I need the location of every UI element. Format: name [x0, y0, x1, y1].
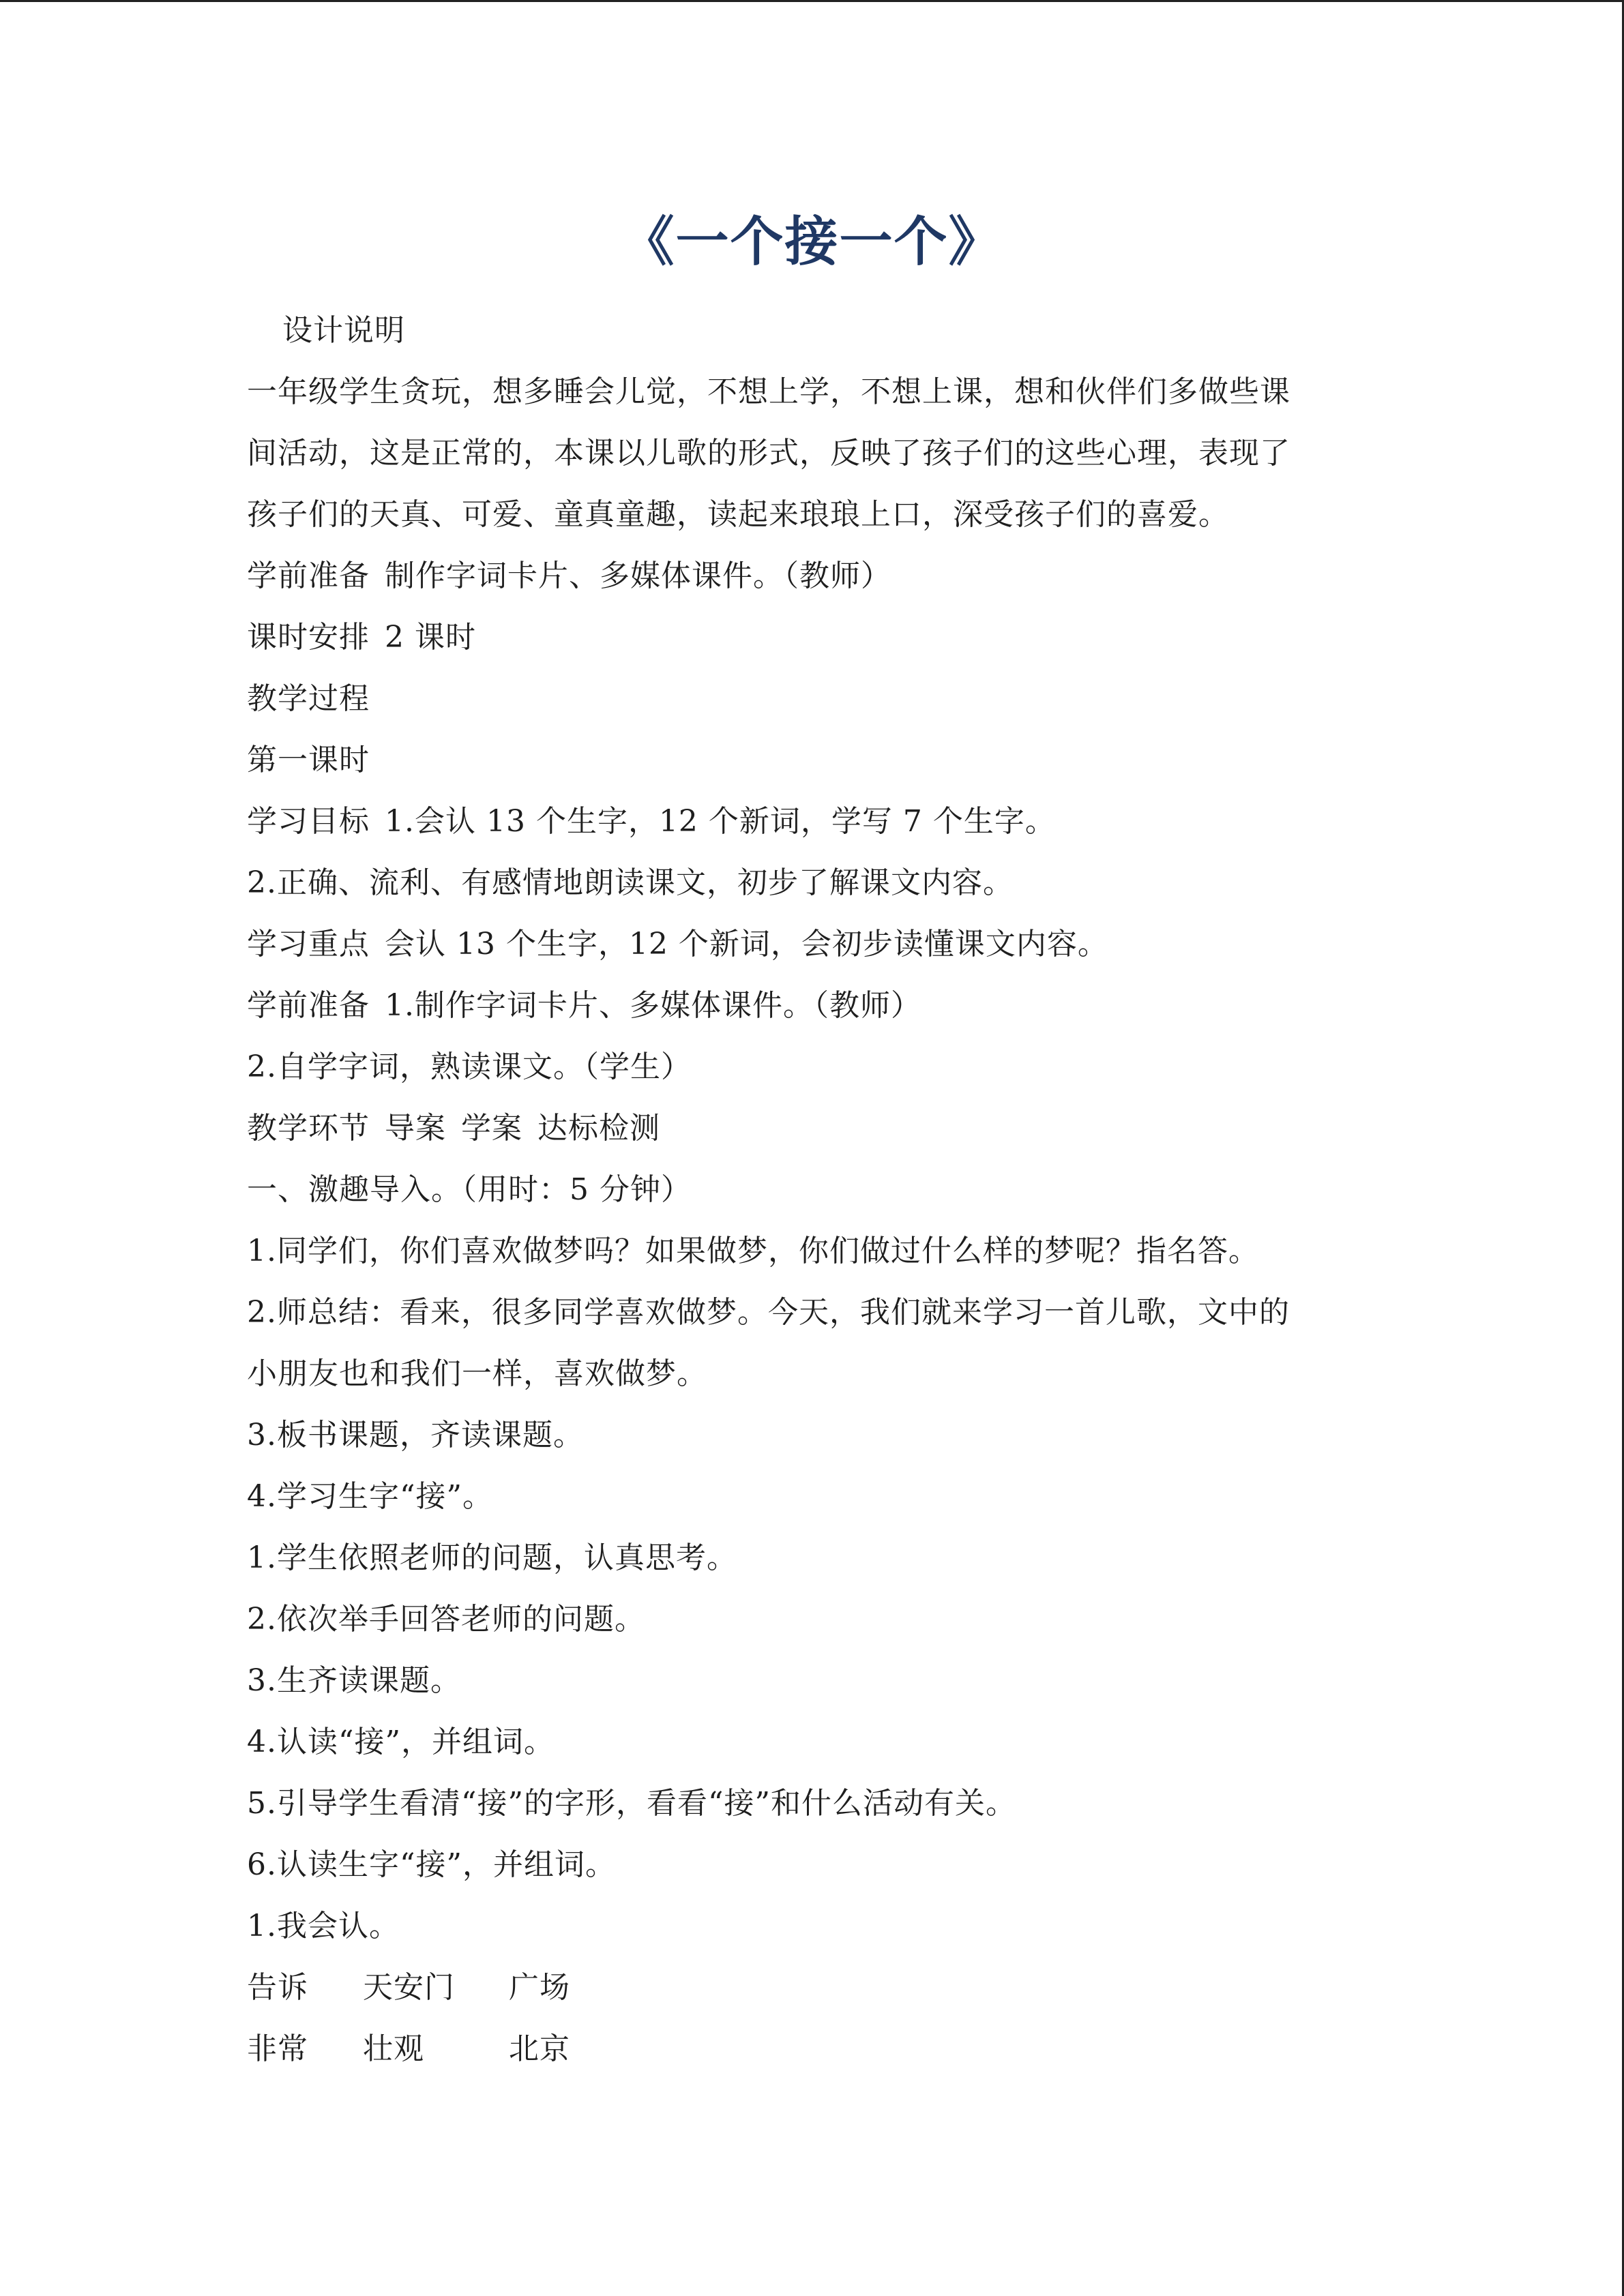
design-para-line: 间活动，这是正常的，本课以儿歌的形式，反映了孩子们的这些心理，表现了 [247, 436, 1290, 471]
student-step: 3.生齐读课题。 [247, 1663, 461, 1698]
goal-text: 1.会认 13 个生字，12 个新词，学写 7 个生字。 [385, 804, 1056, 839]
prep-line-2 [247, 975, 1379, 1037]
goal-line-2: 2.正确、流利、有感情地朗读课文，初步了解课文内容。 [247, 865, 1014, 900]
section-heading: 一、激趣导入。（用时：5 分钟） [247, 1172, 692, 1207]
vocab-word: 天安门 [363, 1970, 455, 2005]
teacher-step: 小朋友也和我们一样，喜欢做梦。 [247, 1356, 707, 1391]
student-step: 2.依次举手回答老师的问题。 [247, 1602, 645, 1637]
process-heading: 教学过程 [247, 681, 370, 716]
document-title: 《一个接一个》 [621, 211, 1003, 273]
word-row [247, 1957, 1379, 2018]
student-step: 5.引导学生看清“接”的字形，看看“接”和什么活动有关。 [247, 1786, 1016, 1821]
stage-label: 学案 [461, 1111, 522, 1146]
schedule-label: 课时安排 [247, 620, 370, 655]
prep-label: 学前准备 [247, 988, 370, 1023]
schedule-text: 2 课时 [385, 620, 476, 655]
teacher-step: 4.学习生字“接”。 [247, 1479, 493, 1514]
check-heading: 1.我会认。 [247, 1909, 400, 1943]
teacher-step: 2.师总结：看来，很多同学喜欢做梦。今天，我们就来学习一首儿歌，文中的 [247, 1295, 1290, 1330]
student-step: 6.认读生字“接”，并组词。 [247, 1847, 616, 1882]
lesson-heading: 第一课时 [247, 743, 370, 777]
vocab-word: 壮观 [363, 2031, 424, 2066]
vocab-word: 告诉 [247, 1970, 308, 2005]
word-row [247, 2018, 1379, 2080]
stage-label: 达标检测 [537, 1111, 660, 1146]
prep-line-2b: 2.自学字词，熟读课文。（学生） [247, 1049, 692, 1084]
stages-line [247, 1098, 1379, 1159]
student-step: 4.认读“接”，并组词。 [247, 1725, 555, 1759]
design-para-line: 孩子们的天真、可爱、童真童趣，读起来琅琅上口，深受孩子们的喜爱。 [247, 497, 1229, 532]
stage-label: 导案 [385, 1111, 446, 1146]
goal-line [247, 791, 1379, 852]
prep-text: 制作字词卡片、多媒体课件。（教师） [385, 558, 891, 593]
teacher-step: 1.同学们，你们喜欢做梦吗？如果做梦，你们做过什么样的梦呢？指名答。 [247, 1234, 1259, 1268]
vocab-word: 广场 [509, 1970, 570, 2005]
schedule-line [247, 607, 1379, 668]
focus-line [247, 914, 1379, 975]
top-border [0, 0, 1624, 2]
vocab-word: 非常 [247, 2031, 308, 2066]
focus-label: 学习重点 [247, 927, 370, 961]
goal-label: 学习目标 [247, 804, 370, 839]
document-body [247, 300, 1379, 2080]
prep-line-1 [247, 546, 1379, 607]
teacher-step: 3.板书课题，齐读课题。 [247, 1418, 584, 1452]
design-heading: 设计说明 [282, 313, 405, 348]
vocab-word: 北京 [509, 2031, 570, 2066]
student-step: 1.学生依照老师的问题，认真思考。 [247, 1540, 737, 1575]
prep-text: 1.制作字词卡片、多媒体课件。（教师） [385, 988, 921, 1023]
stage-label: 教学环节 [247, 1111, 370, 1146]
prep-label: 学前准备 [247, 558, 370, 593]
design-para-line: 一年级学生贪玩，想多睡会儿觉，不想上学，不想上课，想和伙伴们多做些课 [247, 374, 1290, 409]
focus-text: 会认 13 个生字，12 个新词，会初步读懂课文内容。 [385, 927, 1108, 961]
